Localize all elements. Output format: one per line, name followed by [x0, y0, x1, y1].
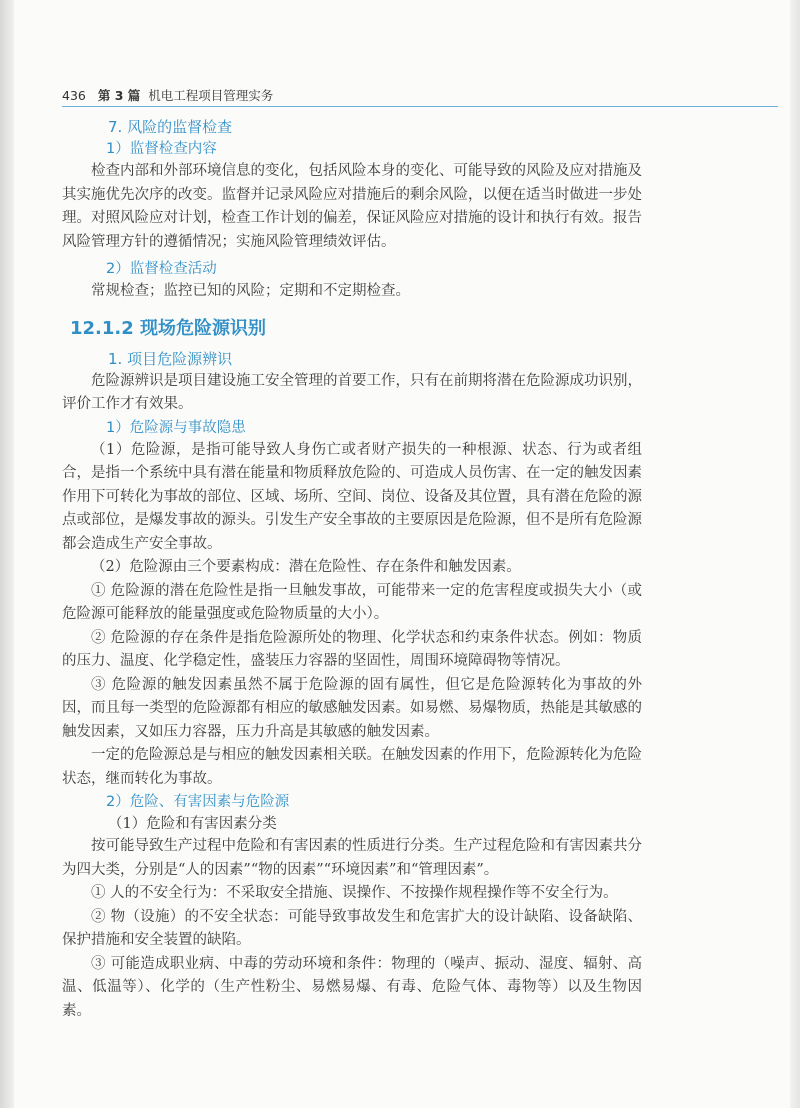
- sub-2-item-1: （1）危险和有害因素分类: [108, 816, 277, 832]
- paragraph-6: 一定的危险源总是与相应的触发因素相关联。在触发因素的作用下，危险源转化为危险状态，继而转化为事故。: [62, 747, 642, 787]
- sub-2-heading: 2）危险、有害因素与危险源: [106, 794, 290, 810]
- item-1-text: 危险源辨识是项目建设施工安全管理的首要工作，只有在前期将潜在危险源成功识别，评价工作才有效果。: [62, 372, 642, 412]
- running-header: [62, 87, 778, 105]
- paragraph-4: ② 危险源的存在条件是指危险源所处的物理、化学状态和约束条件状态。例如：物质的压力、温度、化学稳定性，盛装压力容器的坚固性，周围环境障碍物等情况。: [62, 629, 642, 669]
- paragraph-5: ③ 危险源的触发因素虽然不属于危险源的固有属性，但它是危险源转化为事故的外因，而且每一类型的危险源都有相应的敏感触发因素。如易燃、易爆物质，热能是其敏感的触发因素，又如压力容器，压力升高是其敏感的触发因素。: [62, 676, 642, 740]
- paragraph-10: ③ 可能造成职业病、中毒的劳动环境和条件：物理的（噪声、振动、湿度、辐射、高温、低温等）、化学的（生产性粉尘、易燃易爆、有毒、危险气体、毒物等）以及生物因素。: [62, 955, 642, 1019]
- page-body: [62, 116, 642, 1023]
- paragraph-7: 按可能导致生产过程中危险和有害因素的性质进行分类。生产过程危险和有害因素共分为四大类，分别是“人的因素”“物的因素”“环境因素”和“管理因素”。: [62, 838, 642, 878]
- section-7-sub2-text: 常规检查；监控已知的风险；定期和不定期检查。: [91, 283, 410, 299]
- paragraph-3: ① 危险源的潜在危险性是指一旦触发事故，可能带来一定的危害程度或损失大小（或危险源可能释放的能量强度或危险物质量的大小）。: [62, 582, 642, 622]
- section-7-sub1-heading: 1）监督检查内容: [106, 141, 217, 157]
- section-12-1-2-heading: 12.1.2 现场危险源识别: [70, 317, 267, 339]
- item-1-heading: 1. 项目危险源辨识: [108, 349, 233, 368]
- section-7-sub1-text: 检查内部和外部环境信息的变化，包括风险本身的变化、可能导致的风险及应对措施及其实施优先次序的改变。监督并记录风险应对措施后的剩余风险，以便在适当时做进一步处理。对照风险应对计划，检查工作计划的偏差，保证风险应对措施的设计和执行有效。报告风险管理方针的遵循情况；实施风险管理绩效评估。: [62, 163, 642, 250]
- section-7-heading: 7. 风险的监督检查: [108, 118, 233, 136]
- paragraph-1: （1）危险源，是指可能导致人身伤亡或者财产损失的一种根源、状态、行为或者组合，是指一个系统中具有潜在能量和物质释放危险的、可造成人员伤害、在一定的触发因素作用下可转化为事故的部位、区域、场所、空间、岗位、设备及其位置，具有潜在危险的源点或部位，是爆发事故的源头。引发生产安全事故的主要原因是危险源，但不是所有危险源都会造成生产安全事故。: [62, 441, 642, 552]
- paragraph-8: ① 人的不安全行为：不采取安全措施、误操作、不按操作规程操作等不安全行为。: [91, 885, 618, 901]
- part-title: 机电工程项目管理实务: [148, 88, 274, 103]
- header-rule: [62, 106, 778, 107]
- paragraph-2: （2）危险源由三个要素构成：潜在危险性、存在条件和触发因素。: [91, 559, 521, 575]
- page-number: 436: [62, 88, 86, 103]
- section-7-sub2-heading: 2）监督检查活动: [106, 261, 217, 277]
- paragraph-9: ② 物（设施）的不安全状态：可能导致事故发生和危害扩大的设计缺陷、设备缺陷、保护措施和安全装置的缺陷。: [62, 908, 642, 948]
- sub-1-heading: 1）危险源与事故隐患: [106, 419, 246, 436]
- part-label: 第 3 篇: [97, 88, 141, 103]
